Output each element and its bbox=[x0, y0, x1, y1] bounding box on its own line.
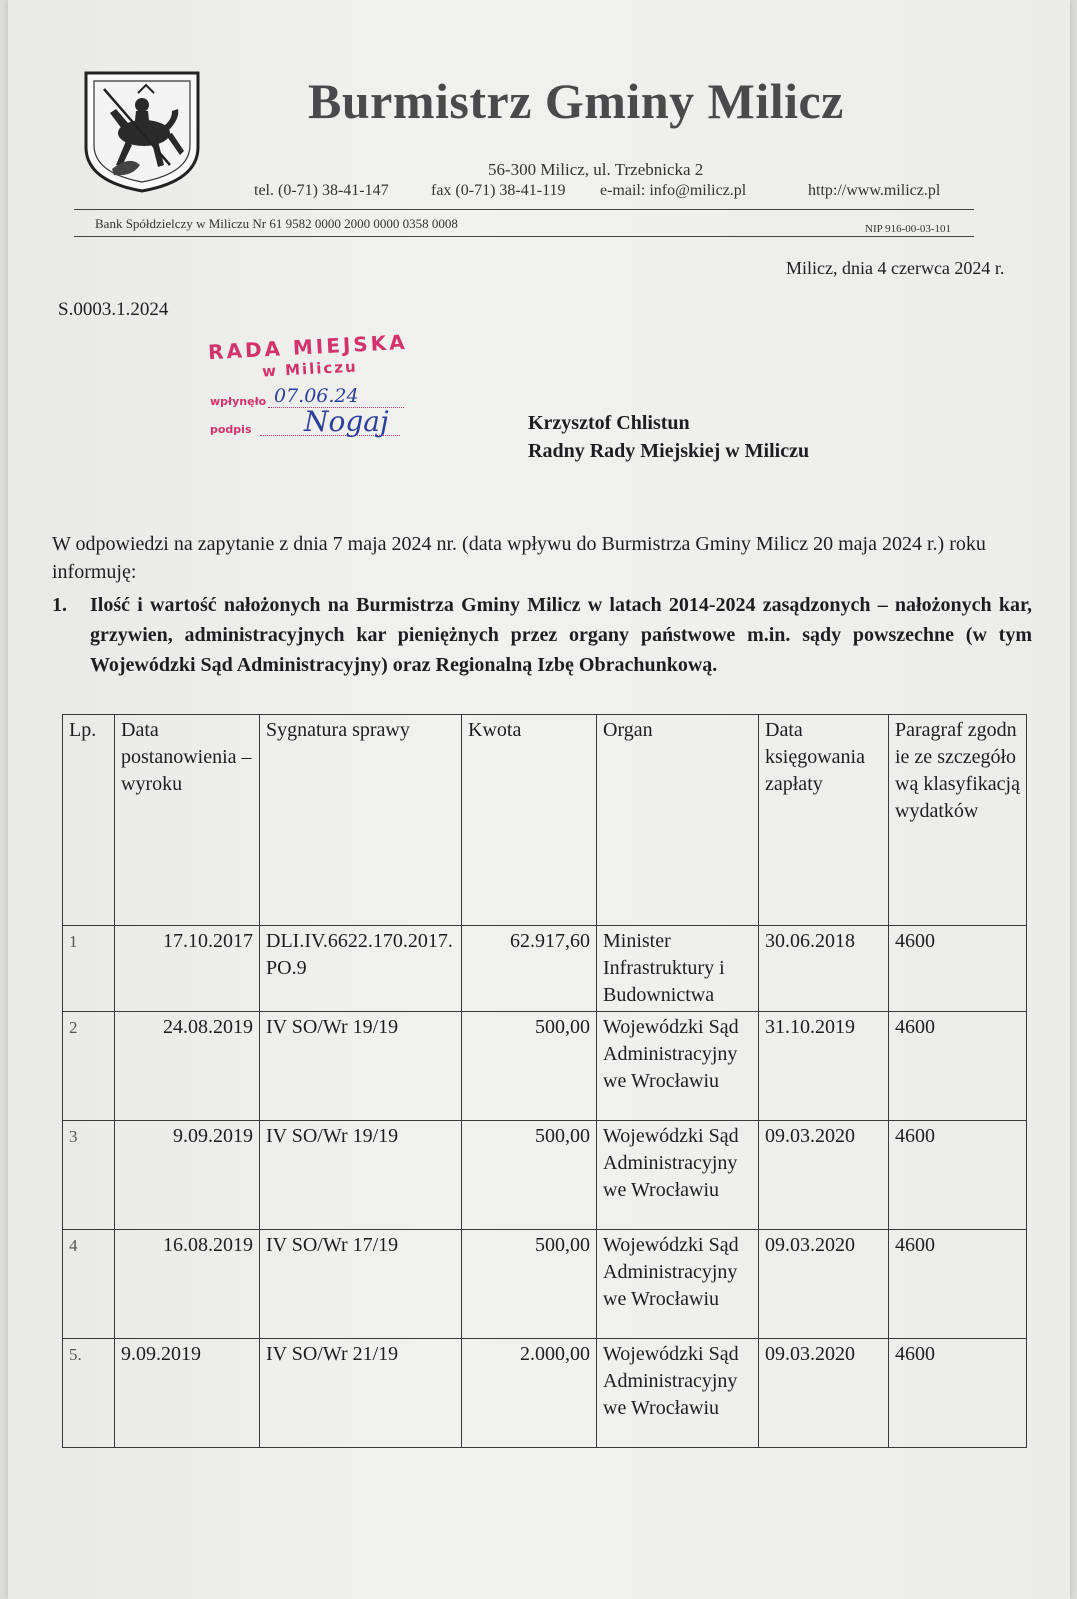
header-rule-bottom bbox=[74, 236, 974, 237]
cell-lp: 4 bbox=[63, 1230, 115, 1339]
cell-paragraph: 4600 bbox=[889, 926, 1027, 1012]
office-address: 56-300 Milicz, ul. Trzebnicka 2 bbox=[488, 160, 704, 179]
stamp-received-date: 07.06.24 bbox=[274, 385, 359, 407]
cell-case-signature: IV SO/Wr 17/19 bbox=[260, 1230, 462, 1339]
stamp-subtitle: w Miliczu bbox=[261, 357, 359, 381]
numbered-point bbox=[52, 590, 1032, 680]
header-authority: Organ bbox=[597, 715, 759, 926]
cell-decision-date: 9.09.2019 bbox=[115, 1339, 260, 1448]
letter-sheet bbox=[8, 0, 1070, 1599]
cell-paragraph: 4600 bbox=[889, 1339, 1027, 1448]
table-row bbox=[63, 926, 1027, 1012]
received-stamp bbox=[207, 329, 438, 465]
letter-date: Milicz, dnia 4 czerwca 2024 r. bbox=[786, 258, 1005, 278]
cell-case-signature: IV SO/Wr 19/19 bbox=[260, 1012, 462, 1121]
stamp-sign-label: podpis bbox=[210, 423, 252, 436]
header-case-signature: Sygnatura sprawy bbox=[260, 715, 462, 926]
cell-paragraph: 4600 bbox=[889, 1012, 1027, 1121]
cell-lp: 5. bbox=[63, 1339, 115, 1448]
recipient-name: Krzysztof Chlistun bbox=[528, 412, 690, 434]
cell-amount: 2.000,00 bbox=[462, 1339, 597, 1448]
stamp-signature: Nogaj bbox=[304, 405, 389, 438]
cell-case-signature: IV SO/Wr 21/19 bbox=[260, 1339, 462, 1448]
point-text: Ilość i wartość nałożonych na Burmistrza Gminy Milicz w latach 2014-2024 zasądzonych – nałożonych kar, grzywien, administracyjnych kar pieniężnych przez organy państwowe m.in. sądy powszechne (w tym Wojewódzki Sąd Administracyjny) oraz Regionalną Izbę Obrachunkową. bbox=[90, 594, 1032, 676]
cell-paragraph: 4600 bbox=[889, 1121, 1027, 1230]
header-paragraph: Paragraf zgodnie ze szczegółową klasyfikacją wydatków bbox=[889, 715, 1027, 926]
office-email: e-mail: info@milicz.pl bbox=[600, 182, 747, 199]
table-row bbox=[63, 1230, 1027, 1339]
table-row bbox=[63, 1012, 1027, 1121]
coat-of-arms-emblem bbox=[82, 69, 202, 195]
cell-posting-date: 31.10.2019 bbox=[759, 1012, 889, 1121]
cell-lp: 3 bbox=[63, 1121, 115, 1230]
cell-case-signature: DLI.IV.6622.170.2017.PO.9 bbox=[260, 926, 462, 1012]
header-amount: Kwota bbox=[462, 715, 597, 926]
bank-account: Bank Spółdzielczy w Miliczu Nr 61 9582 0000 2000 0000 0358 0008 bbox=[95, 216, 458, 231]
intro-paragraph: W odpowiedzi na zapytanie z dnia 7 maja 2024 nr. (data wpływu do Burmistrza Gminy Milicz 20 maja 2024 r.) roku informuję: bbox=[52, 533, 986, 583]
cell-authority: Minister Infrastruktury i Budownictwa bbox=[597, 926, 759, 1012]
office-title: Burmistrz Gminy Milicz bbox=[308, 73, 844, 129]
cell-amount: 62.917,60 bbox=[462, 926, 597, 1012]
cell-authority: Wojewódzki Sąd Administracyjny we Wrocławiu bbox=[597, 1121, 759, 1230]
cell-paragraph: 4600 bbox=[889, 1230, 1027, 1339]
cell-amount: 500,00 bbox=[462, 1121, 597, 1230]
cell-authority: Wojewódzki Sąd Administracyjny we Wrocławiu bbox=[597, 1012, 759, 1121]
cell-decision-date: 17.10.2017 bbox=[115, 926, 260, 1012]
header-rule-top bbox=[74, 209, 974, 210]
cell-posting-date: 30.06.2018 bbox=[759, 926, 889, 1012]
cell-authority: Wojewódzki Sąd Administracyjny we Wrocławiu bbox=[597, 1230, 759, 1339]
cell-case-signature: IV SO/Wr 19/19 bbox=[260, 1121, 462, 1230]
header-lp: Lp. bbox=[63, 715, 115, 926]
tax-id: NIP 916-00-03-101 bbox=[865, 223, 952, 235]
header-posting-date: Data księgowania zapłaty bbox=[759, 715, 889, 926]
cell-authority: Wojewódzki Sąd Administracyjny we Wrocławiu bbox=[597, 1339, 759, 1448]
cell-posting-date: 09.03.2020 bbox=[759, 1121, 889, 1230]
office-website: http://www.milicz.pl bbox=[808, 182, 941, 199]
cell-decision-date: 16.08.2019 bbox=[115, 1230, 260, 1339]
cell-decision-date: 9.09.2019 bbox=[115, 1121, 260, 1230]
office-fax: fax (0-71) 38-41-119 bbox=[431, 182, 566, 199]
cell-amount: 500,00 bbox=[462, 1230, 597, 1339]
table-row bbox=[63, 1121, 1027, 1230]
recipient-block bbox=[528, 409, 809, 465]
cell-posting-date: 09.03.2020 bbox=[759, 1230, 889, 1339]
table-row bbox=[63, 1339, 1027, 1448]
reference-number: S.0003.1.2024 bbox=[58, 299, 169, 320]
point-number: 1. bbox=[52, 594, 67, 616]
penalties-table bbox=[62, 714, 1027, 1448]
stamp-received-label: wpłynęło bbox=[210, 395, 267, 408]
recipient-role: Radny Rady Miejskiej w Miliczu bbox=[528, 440, 810, 462]
cell-amount: 500,00 bbox=[462, 1012, 597, 1121]
header-decision-date: Data postanowienia – wyroku bbox=[115, 715, 260, 926]
cell-lp: 1 bbox=[63, 926, 115, 1012]
cell-posting-date: 09.03.2020 bbox=[759, 1339, 889, 1448]
stamp-title: RADA MIEJSKA bbox=[207, 329, 409, 365]
cell-lp: 2 bbox=[63, 1012, 115, 1121]
office-phone: tel. (0-71) 38-41-147 bbox=[254, 182, 389, 199]
table-header-row bbox=[63, 715, 1027, 926]
cell-decision-date: 24.08.2019 bbox=[115, 1012, 260, 1121]
